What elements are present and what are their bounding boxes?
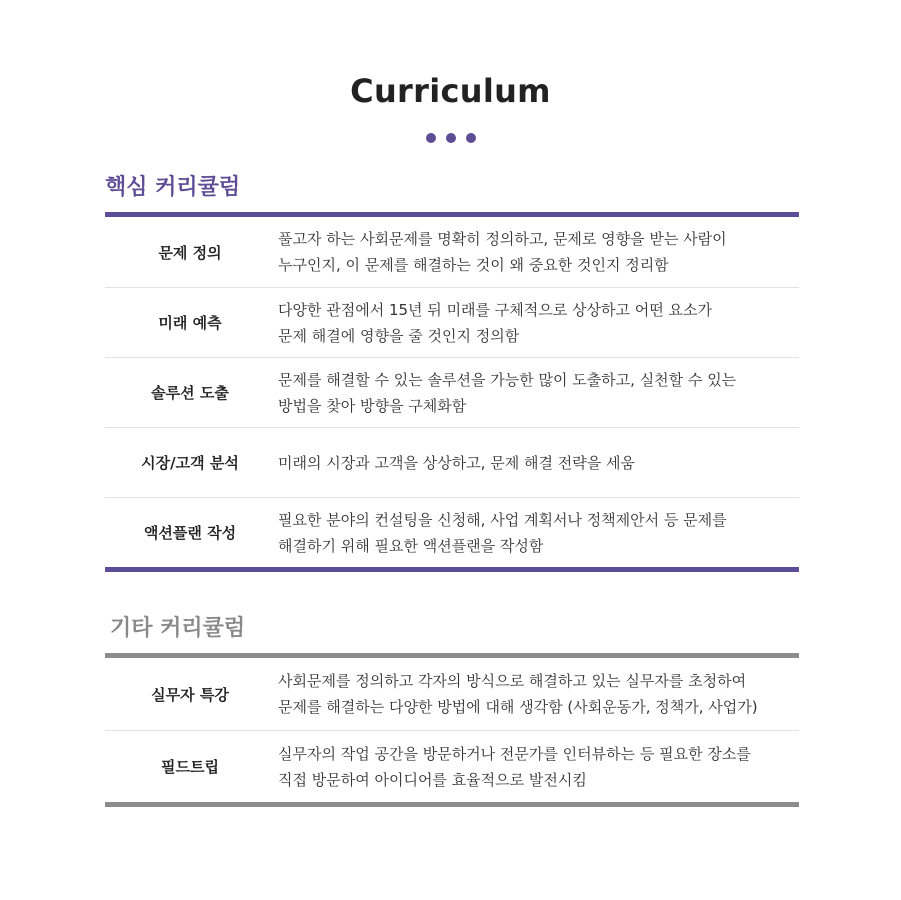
row-name: 액션플랜 작성 (143, 524, 237, 542)
dot-icon (466, 133, 476, 143)
table-row (105, 428, 799, 498)
table-row (105, 358, 799, 428)
core-curriculum-table (105, 212, 799, 572)
table-row (105, 658, 799, 731)
row-name: 문제 정의 (158, 243, 222, 262)
row-name: 솔루션 도출 (151, 384, 229, 402)
row-description: 실무자의 작업 공간을 방문하거나 전문가를 인터뷰하는 등 필요한 장소를 직접 방문하여 아이디어를 효율적으로 발전시킴 (278, 744, 751, 789)
table-row (105, 731, 799, 802)
table-row (105, 288, 799, 358)
other-curriculum-heading: 기타 커리큘럼 (110, 616, 246, 641)
table-row (105, 217, 799, 288)
table-row (105, 498, 799, 567)
other-curriculum-table (105, 653, 799, 807)
page-title: Curriculum (350, 72, 551, 110)
row-description: 문제를 해결할 수 있는 솔루션을 가능한 많이 도출하고, 실천할 수 있는 방법을 찾아 방향을 구체화함 (278, 370, 737, 415)
row-description: 풀고자 하는 사회문제를 명확히 정의하고, 문제로 영향을 받는 사람이 누구인지, 이 문제를 해결하는 것이 왜 중요한 것인지 정리함 (278, 230, 727, 274)
dot-icon (426, 133, 436, 143)
row-name: 미래 예측 (158, 314, 222, 332)
dot-icon (446, 133, 456, 143)
row-description: 사회문제를 정의하고 각자의 방식으로 해결하고 있는 실무자를 초청하여 문제를 해결하는 다양한 방법에 대해 생각함 (사회운동가, 정책가, 사업가) (278, 672, 758, 716)
row-description: 미래의 시장과 고객을 상상하고, 문제 해결 전략을 세움 (278, 453, 635, 472)
row-description: 필요한 분야의 컨설팅을 신청해, 사업 계획서나 정책제안서 등 문제를 해결하기 위해 필요한 액션플랜을 작성함 (278, 510, 727, 555)
title-divider-dots (0, 133, 901, 143)
row-name: 필드트립 (161, 758, 219, 776)
row-name: 실무자 특강 (151, 685, 229, 704)
row-name: 시장/고객 분석 (141, 454, 239, 472)
row-description: 다양한 관점에서 15년 뒤 미래를 구체적으로 상상하고 어떤 요소가 문제 해결에 영향을 줄 것인지 정의함 (278, 300, 712, 345)
core-curriculum-heading: 핵심 커리큘럼 (105, 175, 241, 200)
